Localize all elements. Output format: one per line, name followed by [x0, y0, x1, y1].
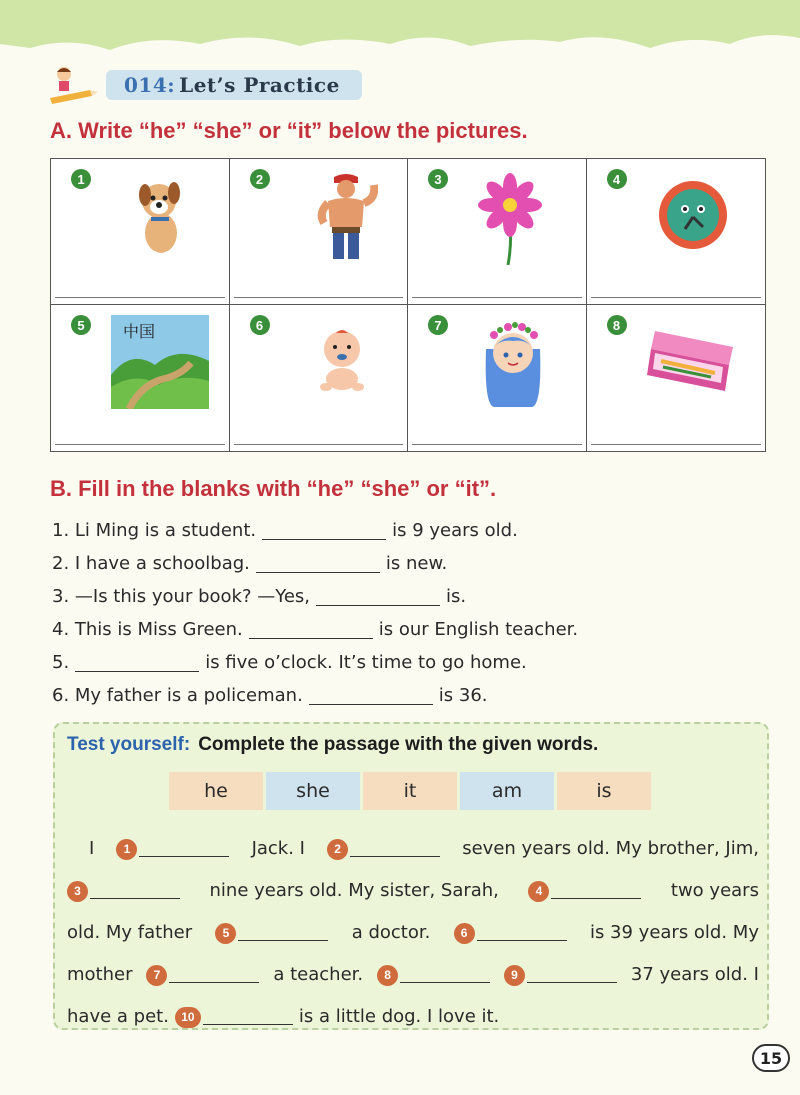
picture-cell	[230, 159, 409, 305]
passage-line	[67, 954, 759, 996]
great-wall-icon	[111, 315, 209, 409]
answer-line[interactable]	[234, 444, 404, 445]
passage-text: old. My father	[67, 922, 193, 943]
top-decorative-band	[0, 0, 800, 70]
blank-field[interactable]	[256, 552, 380, 573]
blank-field[interactable]	[527, 964, 617, 983]
blank-field[interactable]	[400, 964, 490, 983]
blank-field[interactable]	[316, 585, 440, 606]
blank-field[interactable]	[238, 922, 328, 941]
blank-field[interactable]	[90, 880, 180, 899]
passage-text: is 39 years old. My	[589, 922, 759, 943]
item-number-badge: 4	[607, 169, 627, 189]
blank-number-badge: 10	[175, 1007, 201, 1028]
blank-field[interactable]	[309, 684, 433, 705]
word-bank-item: is	[557, 772, 651, 810]
sentence-text: is 9 years old.	[392, 520, 518, 541]
pencil-kid-icon	[46, 64, 100, 106]
word-bank-item: he	[169, 772, 263, 810]
sentence	[52, 613, 578, 646]
sentence	[52, 679, 578, 712]
word-bank-item: it	[363, 772, 457, 810]
answer-line[interactable]	[55, 297, 225, 298]
sentence	[52, 580, 578, 613]
passage-text: is a little dog. I love it.	[298, 1006, 500, 1027]
sentence-text: 3. —Is this your book? —Yes,	[52, 586, 310, 607]
picture-cell	[51, 305, 230, 451]
blank-field[interactable]	[551, 880, 641, 899]
blank-number-badge: 1	[116, 839, 137, 860]
passage-line	[67, 870, 759, 912]
blank-number-badge: 9	[504, 965, 525, 986]
sentence	[52, 646, 578, 679]
section-b-title: B. Fill in the blanks with “he” “she” or “it”.	[50, 476, 497, 501]
passage-line	[67, 828, 759, 870]
picture-grid	[50, 158, 766, 452]
blank-number-badge: 8	[377, 965, 398, 986]
heading-label	[106, 70, 362, 100]
word-bank-item: am	[460, 772, 554, 810]
blank-number-badge: 6	[454, 923, 475, 944]
blank-number-badge: 4	[528, 881, 549, 902]
passage-line	[67, 912, 759, 954]
item-number-badge: 1	[71, 169, 91, 189]
passage-text: Jack. I	[251, 838, 305, 859]
passage-text: a doctor.	[351, 922, 431, 943]
answer-line[interactable]	[412, 297, 582, 298]
passage-text: nine years old. My sister, Sarah,	[209, 880, 499, 901]
item-number-badge: 2	[250, 169, 270, 189]
picture-cell	[51, 159, 230, 305]
answer-line[interactable]	[591, 297, 762, 298]
picture-cell	[408, 159, 587, 305]
blank-field[interactable]	[203, 1006, 293, 1025]
test-yourself-box	[53, 722, 769, 1030]
sentence-text: 1. Li Ming is a student.	[52, 520, 257, 541]
dog-icon	[129, 171, 193, 263]
sentence-text: 5.	[52, 652, 70, 673]
blank-field[interactable]	[75, 651, 199, 672]
pencil-case-icon	[645, 321, 741, 395]
picture-cell	[587, 305, 766, 451]
fill-in-sentences	[52, 514, 578, 712]
sentence-text: 4. This is Miss Green.	[52, 619, 243, 640]
picture-cell	[230, 305, 409, 451]
great-wall-caption: 中国	[123, 322, 156, 341]
blank-field[interactable]	[169, 964, 259, 983]
test-yourself-instruction: Complete the passage with the given words.	[198, 734, 599, 755]
sentence-text: 6. My father is a policeman.	[52, 685, 303, 706]
sentence	[52, 514, 578, 547]
blank-field[interactable]	[477, 922, 567, 941]
passage-text: 37 years old. I	[630, 964, 759, 985]
passage-text: mother	[67, 964, 133, 985]
item-number-badge: 3	[428, 169, 448, 189]
flower-icon	[472, 173, 548, 265]
heading-number: 014:	[124, 73, 176, 97]
item-number-badge: 8	[607, 315, 627, 335]
passage-text: seven years old. My brother, Jim,	[462, 838, 759, 859]
passage-text: have a pet.	[67, 1006, 169, 1027]
sentence-text: 2. I have a schoolbag.	[52, 553, 250, 574]
picture-cell	[408, 305, 587, 451]
heading-title: Let’s Practice	[179, 73, 340, 97]
passage-line	[67, 996, 759, 1038]
sentence-text: is.	[446, 586, 467, 607]
baby-icon	[312, 327, 372, 393]
word-bank	[169, 772, 651, 810]
blank-number-badge: 5	[215, 923, 236, 944]
passage-text: I	[89, 838, 95, 859]
blank-field[interactable]	[139, 838, 229, 857]
sentence-text: is 36.	[438, 685, 488, 706]
blank-number-badge: 3	[67, 881, 88, 902]
passage	[67, 828, 759, 1038]
passage-text: two years	[670, 880, 759, 901]
sentence-text: is five o’clock. It’s time to go home.	[205, 652, 527, 673]
blank-number-badge: 2	[327, 839, 348, 860]
sentence	[52, 547, 578, 580]
blank-field[interactable]	[262, 519, 386, 540]
sentence-text: is new.	[385, 553, 448, 574]
item-number-badge: 7	[428, 315, 448, 335]
girl-icon	[480, 319, 546, 409]
answer-line[interactable]	[412, 444, 582, 445]
passage-text: a teacher.	[273, 964, 364, 985]
lesson-heading	[46, 64, 362, 106]
blank-field[interactable]	[249, 618, 373, 639]
answer-line[interactable]	[55, 444, 225, 445]
section-a-title: A. Write “he” “she” or “it” below the pictures.	[50, 118, 528, 143]
item-number-badge: 5	[71, 315, 91, 335]
sentence-text: is our English teacher.	[378, 619, 579, 640]
blank-field[interactable]	[350, 838, 440, 857]
answer-line[interactable]	[234, 297, 404, 298]
word-bank-item: she	[266, 772, 360, 810]
answer-line[interactable]	[591, 444, 762, 445]
strongman-icon	[316, 173, 378, 263]
item-number-badge: 6	[250, 315, 270, 335]
test-yourself-title	[67, 734, 598, 756]
test-yourself-label: Test yourself:	[67, 734, 191, 755]
clock-icon	[655, 177, 731, 251]
page-number: 15	[752, 1044, 790, 1072]
blank-number-badge: 7	[146, 965, 167, 986]
picture-cell	[587, 159, 766, 305]
